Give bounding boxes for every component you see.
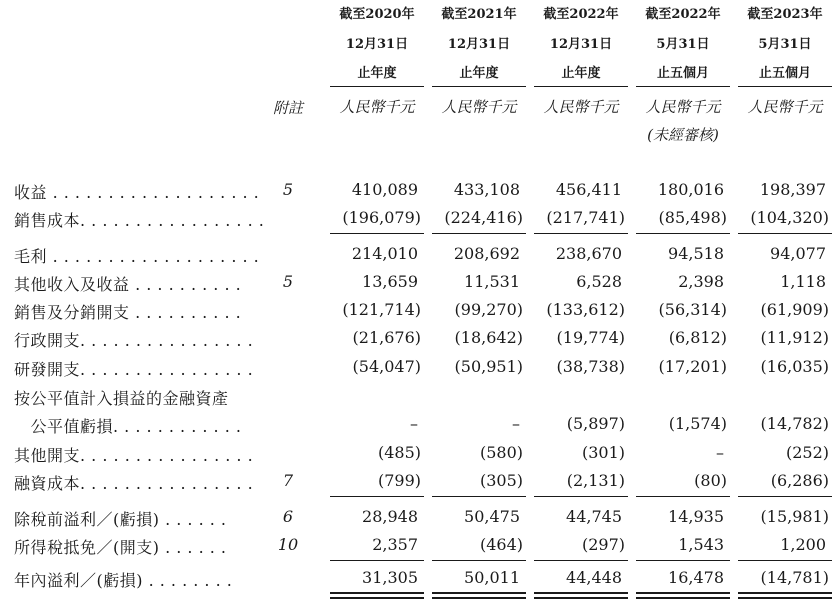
row-label: 除稅前溢利／(虧損) . . . . . . (14, 510, 227, 529)
row-label: 年內溢利／(虧損) . . . . . . . . (14, 571, 233, 590)
subtotal-rule (432, 560, 526, 561)
row-value: (2,131) (566, 471, 625, 490)
subtotal-rule (330, 496, 424, 497)
row-value: – (716, 443, 724, 462)
subtotal-rule (330, 560, 424, 561)
column-currency-unit: 人民幣千元 (543, 98, 619, 116)
row-value: 31,305 (362, 568, 418, 587)
row-value: 94,077 (770, 244, 826, 263)
row-note-ref: 7 (282, 471, 294, 490)
column-header-date: 12月31日 (549, 37, 613, 52)
row-note-ref: 10 (277, 535, 299, 554)
row-value: 44,745 (566, 507, 622, 526)
subtotal-rule (534, 560, 628, 561)
row-value: 2,357 (372, 535, 418, 554)
subtotal-rule (330, 233, 424, 234)
row-label: 收益 . . . . . . . . . . . . . . . . . . . (14, 183, 260, 202)
row-value: (217,741) (546, 208, 625, 227)
row-label: 按公平值計入損益的金融資產 (14, 389, 229, 408)
row-value: (104,320) (750, 208, 829, 227)
row-value: 1,543 (678, 535, 724, 554)
subtotal-rule (738, 496, 832, 497)
row-value: (21,676) (352, 328, 421, 347)
row-value: (11,912) (760, 328, 829, 347)
column-header-date: 5月31日 (656, 37, 710, 52)
row-value: 238,670 (555, 244, 622, 263)
header-underline (636, 86, 730, 87)
total-double-rule (738, 592, 832, 599)
row-label: 其他收入及收益 . . . . . . . . . . (14, 275, 242, 294)
column-header-date: 12月31日 (345, 37, 409, 52)
column-currency-unit: 人民幣千元 (747, 98, 823, 116)
subtotal-rule (534, 233, 628, 234)
column-header-date: 5月31日 (758, 37, 812, 52)
row-value: (19,774) (556, 328, 625, 347)
subtotal-rule (534, 496, 628, 497)
row-value: (6,812) (668, 328, 727, 347)
row-value: 94,518 (668, 244, 724, 263)
row-value: 214,010 (351, 244, 418, 263)
column-header-duration: 止年度 (459, 66, 499, 81)
column-header-period: 截至2022年 (543, 7, 619, 22)
row-value: – (512, 414, 520, 433)
row-value: (54,047) (352, 357, 421, 376)
row-label: 融資成本. . . . . . . . . . . . . . . . (14, 474, 254, 493)
column-header-duration: 止五個月 (656, 66, 709, 81)
row-value: 16,478 (668, 568, 724, 587)
row-value: 50,011 (464, 568, 520, 587)
row-value: (80) (694, 471, 727, 490)
row-value: (224,416) (444, 208, 523, 227)
row-value: (1,574) (668, 414, 727, 433)
row-value: (50,951) (454, 357, 523, 376)
row-value: (18,642) (454, 328, 523, 347)
header-underline (534, 86, 628, 87)
column-header-period: 截至2023年 (747, 7, 823, 22)
row-value: 198,397 (759, 180, 826, 199)
row-value: 1,200 (780, 535, 826, 554)
column-header-duration: 止年度 (561, 66, 601, 81)
row-note-ref: 5 (282, 272, 294, 291)
row-value: (464) (479, 535, 523, 554)
row-value: (14,781) (760, 568, 829, 587)
row-value: 208,692 (453, 244, 520, 263)
row-value: 433,108 (453, 180, 520, 199)
subtotal-rule (636, 233, 730, 234)
row-value: (133,612) (546, 300, 625, 319)
row-value: (121,714) (342, 300, 421, 319)
row-label: 毛利 . . . . . . . . . . . . . . . . . . . (14, 247, 260, 266)
row-label: 銷售及分銷開支 . . . . . . . . . . (14, 303, 242, 322)
row-value: 2,398 (678, 272, 724, 291)
subtotal-rule (432, 233, 526, 234)
column-currency-unit: 人民幣千元 (441, 98, 517, 116)
row-value: (61,909) (760, 300, 829, 319)
row-value: (16,035) (760, 357, 829, 376)
row-value: (196,079) (342, 208, 421, 227)
row-value: (99,270) (454, 300, 523, 319)
column-audit-note: (未經審核) (647, 126, 719, 144)
row-value: 6,528 (576, 272, 622, 291)
row-label: 所得稅抵免／(開支) . . . . . . (14, 538, 227, 557)
subtotal-rule (738, 560, 832, 561)
row-value: (14,782) (760, 414, 829, 433)
row-value: 28,948 (362, 507, 418, 526)
column-header-period: 截至2022年 (645, 7, 721, 22)
row-value: (252) (785, 443, 829, 462)
row-value: 14,935 (668, 507, 724, 526)
row-value: (15,981) (760, 507, 829, 526)
row-value: (485) (377, 443, 421, 462)
total-double-rule (636, 592, 730, 599)
column-header-period: 截至2021年 (441, 7, 517, 22)
column-currency-unit: 人民幣千元 (645, 98, 721, 116)
subtotal-rule (738, 233, 832, 234)
row-value: 44,448 (566, 568, 622, 587)
header-underline (738, 86, 832, 87)
row-value: 13,659 (362, 272, 418, 291)
row-value: (17,201) (658, 357, 727, 376)
row-value: (38,738) (556, 357, 625, 376)
column-header-date: 12月31日 (447, 37, 511, 52)
row-value: 410,089 (351, 180, 418, 199)
row-value: (297) (581, 535, 625, 554)
row-note-ref: 6 (282, 507, 294, 526)
total-double-rule (534, 592, 628, 599)
row-value: 1,118 (780, 272, 826, 291)
subtotal-rule (432, 496, 526, 497)
column-header-duration: 止五個月 (758, 66, 811, 81)
row-value: (6,286) (770, 471, 829, 490)
row-value: 180,016 (657, 180, 724, 199)
row-value: (301) (581, 443, 625, 462)
row-value: (5,897) (566, 414, 625, 433)
row-value: (305) (479, 471, 523, 490)
subtotal-rule (636, 496, 730, 497)
row-value: 11,531 (464, 272, 520, 291)
column-header-duration: 止年度 (357, 66, 397, 81)
row-value: 50,475 (464, 507, 520, 526)
total-double-rule (330, 592, 424, 599)
row-label: 銷售成本. . . . . . . . . . . . . . . . . (14, 211, 265, 230)
row-value: (56,314) (658, 300, 727, 319)
row-label: 行政開支. . . . . . . . . . . . . . . . (14, 331, 254, 350)
row-value: – (410, 414, 418, 433)
total-double-rule (432, 592, 526, 599)
row-value: (580) (479, 443, 523, 462)
row-label: 公平值虧損. . . . . . . . . . . . (14, 417, 242, 436)
row-value: (799) (377, 471, 421, 490)
row-label: 其他開支. . . . . . . . . . . . . . . . (14, 446, 254, 465)
row-value: 456,411 (555, 180, 622, 199)
note-column-header: 附註 (272, 99, 303, 117)
header-underline (432, 86, 526, 87)
row-note-ref: 5 (282, 180, 294, 199)
row-value: (85,498) (658, 208, 727, 227)
column-header-period: 截至2020年 (339, 7, 415, 22)
column-currency-unit: 人民幣千元 (339, 98, 415, 116)
subtotal-rule (636, 560, 730, 561)
row-label: 研發開支. . . . . . . . . . . . . . . . (14, 360, 254, 379)
header-underline (330, 86, 424, 87)
